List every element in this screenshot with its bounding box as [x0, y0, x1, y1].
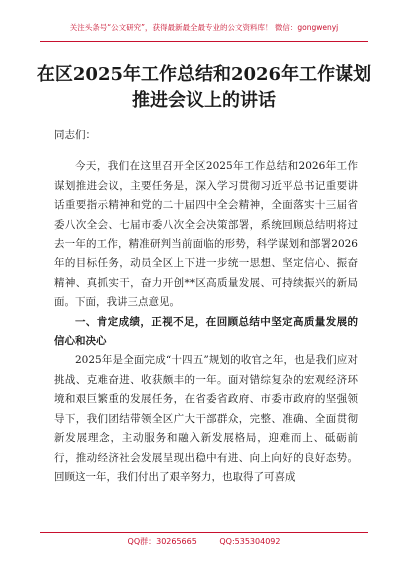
paragraph-intro: 今天，我们在这里召开全区2025年工作总结和2026年工作谋划推进会议，主要任务是，深入学习贯彻习近平总书记重要讲话重要指示精神和党的二十届四中全会精神，全面落实十三届省委八次全会、七届市委八次全会决策部署，系统回顾总结明将过去一年的工作，精准研判当前面临的形势，科学谋划和部署2026年的目标任务，动员全区上下进一步统一思想、坚定信心、振奋精神、真抓实干，奋力开创**区高质量发展、可持续振兴的新局面。下面，我讲三点意见。	[54, 160, 358, 309]
section-heading: 一、肯定成绩，正视不足，在回顾总结中坚定高质量发展的信心和决心	[54, 315, 358, 348]
footer	[54, 535, 354, 549]
footer-qq-group: QQ群：30265665	[127, 537, 197, 546]
header-banner: 关注头条号“公文研究”，获得最新最全最专业的公文资料库！ 微信：gongwenyj	[69, 23, 339, 32]
footer-divider	[40, 532, 368, 534]
document-title	[34, 62, 374, 114]
header-divider	[40, 41, 368, 43]
document-body	[54, 126, 358, 487]
footer-qq: QQ:535304092	[219, 537, 281, 546]
title-line-2: 推进会议上的讲话	[132, 90, 276, 111]
title-line-1: 在区2025年工作总结和2026年工作谋划	[36, 64, 372, 85]
salutation: 同志们：	[54, 129, 96, 141]
paragraph-review: 2025年是全面完成“十四五”规划的收官之年，也是我们应对挑战、克难奋进、收获颇丰的一年。面对错综复杂的宏观经济环境和艰巨繁重的发展任务，在省委省政府、市委市政府的坚强领导下，我们团结带领全区广大干部群众，完整、准确、全面贯彻新发展理念，主动服务和融入新发展格局，迎难而上、砥砺前行，推动经济社会发展呈现出稳中有进、向上向好的良好态势。回顾这一年，我们付出了艰辛努力，也取得了可喜成	[54, 354, 358, 483]
